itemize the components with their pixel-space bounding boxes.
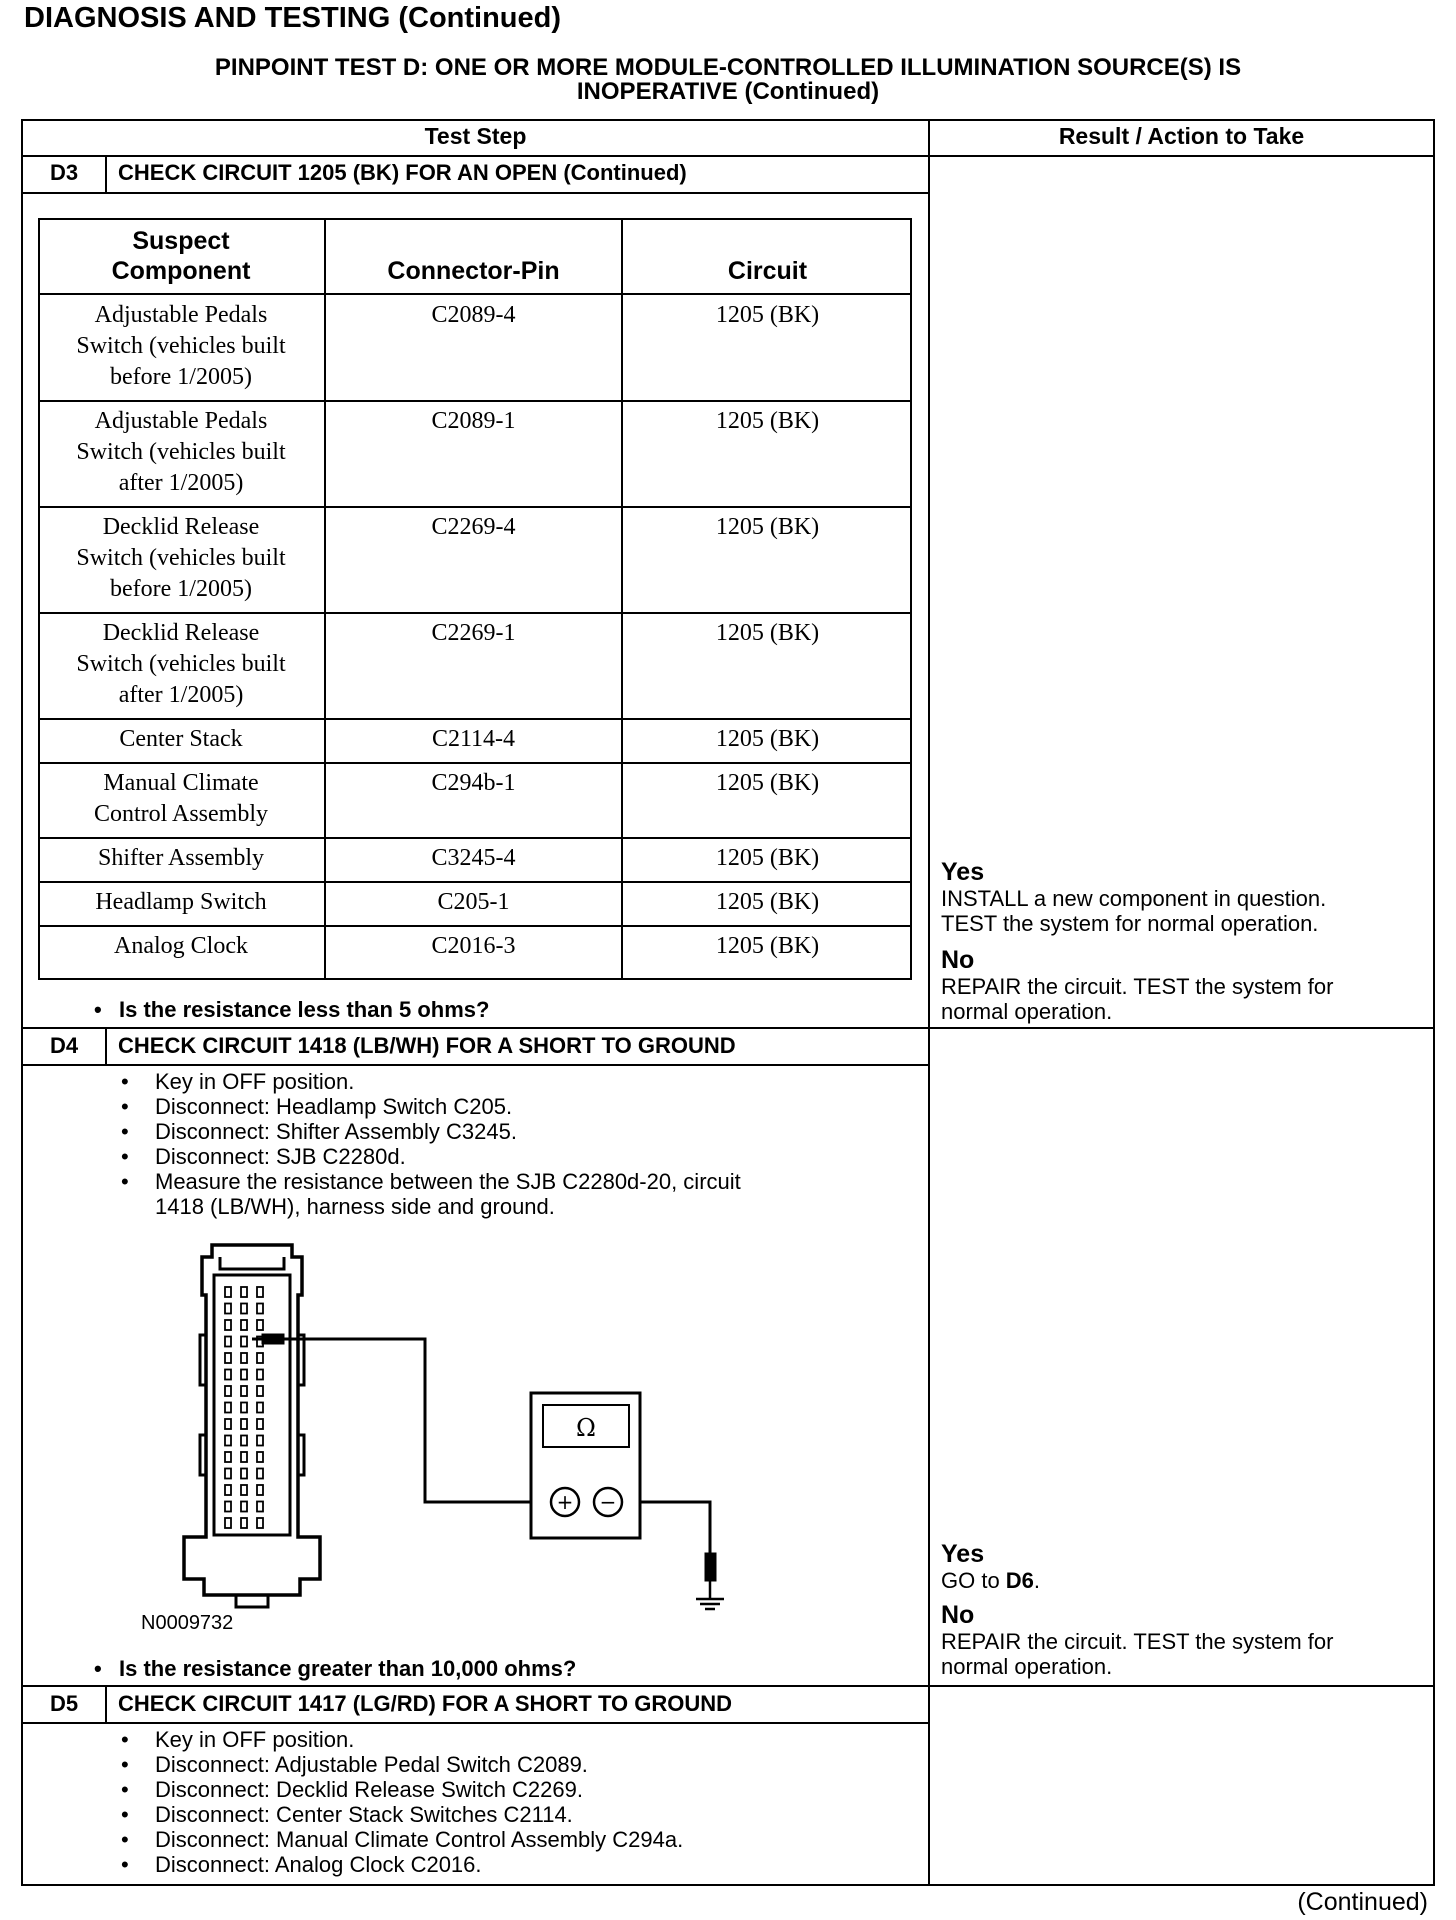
plus-symbol: +: [556, 1490, 574, 1514]
cell-circuit: 1205 (BK): [715, 620, 820, 646]
step-question-d3: [94, 997, 490, 1023]
pinpoint-test-title-line2: INOPERATIVE (Continued): [576, 78, 880, 105]
result-yes-label: Yes: [941, 858, 985, 886]
result-yes-line: TEST the system for normal operation.: [941, 911, 1319, 936]
step-id-divider: [105, 155, 107, 193]
cell-component-line: Switch (vehicles built: [76, 545, 286, 571]
table-header-component-line2: Component: [111, 257, 251, 285]
result-no-line: REPAIR the circuit. TEST the system for: [941, 1629, 1334, 1654]
cell-connector-pin: C2269-4: [431, 514, 516, 540]
result-yes-label: Yes: [941, 1540, 985, 1568]
cell-component: [38, 887, 324, 918]
page-title: DIAGNOSIS AND TESTING (Continued): [24, 2, 562, 34]
cell-connector-pin: C3245-4: [431, 845, 516, 871]
cell-component: [38, 768, 324, 830]
cell-component-line: Control Assembly: [93, 801, 268, 827]
result-no-line: normal operation.: [941, 1654, 1113, 1679]
step-title-d4: CHECK CIRCUIT 1418 (LB/WH) FOR A SHORT TO GROUND: [118, 1033, 736, 1058]
cell-component-line: Analog Clock: [114, 933, 248, 959]
table-header-component-line1: Suspect: [132, 227, 230, 255]
step-rule: [21, 1685, 1435, 1687]
cell-component-line: Switch (vehicles built: [76, 651, 286, 677]
instruction-item: • Disconnect: Analog Clock C2016.: [121, 1852, 482, 1877]
instruction-item: • Disconnect: Decklid Release Switch C2269.: [121, 1777, 583, 1802]
result-yes-line: INSTALL a new component in question.: [941, 886, 1327, 911]
cell-component: [38, 724, 324, 755]
table-header-circuit: Circuit: [727, 257, 808, 285]
result-d3: [941, 858, 1421, 1024]
step-title-rule: [21, 1064, 929, 1066]
question-text: Is the resistance greater than 10,000 ohms?: [119, 1656, 577, 1681]
cell-circuit: 1205 (BK): [715, 889, 820, 915]
cell-component-line: Adjustable Pedals: [94, 408, 268, 434]
cell-connector-pin: C2269-1: [431, 620, 516, 646]
question-text: Is the resistance less than 5 ohms?: [119, 997, 490, 1022]
step-question-d4: [94, 1656, 577, 1682]
cell-component-line: before 1/2005): [110, 576, 252, 602]
cell-component: [38, 931, 324, 962]
column-divider: [928, 119, 930, 1886]
instruction-item: • Key in OFF position.: [121, 1069, 355, 1094]
instruction-item: • Key in OFF position.: [121, 1727, 355, 1752]
cell-connector-pin: C294b-1: [431, 770, 516, 796]
ohmmeter-diagram: [180, 1235, 740, 1635]
table-row: [38, 838, 912, 882]
cell-component: [38, 512, 324, 605]
cell-circuit: 1205 (BK): [715, 845, 820, 871]
ohm-symbol: Ω: [576, 1414, 596, 1442]
table-row: [38, 926, 912, 970]
step-id-divider: [105, 1685, 107, 1723]
bullet: •: [94, 1656, 102, 1681]
column-header-test-step: Test Step: [424, 123, 527, 149]
header-rule: [21, 155, 1435, 157]
step-id-d3: D3: [49, 160, 79, 185]
instruction-item: • Measure the resistance between the SJB C2280d-20, circuit: [121, 1169, 741, 1194]
table-row: [38, 763, 912, 838]
cell-component-line: Decklid Release: [102, 620, 260, 646]
result-d4: [941, 1540, 1421, 1679]
step-id-d5: D5: [49, 1691, 79, 1716]
result-no-line: normal operation.: [941, 999, 1113, 1024]
cell-circuit: 1205 (BK): [715, 302, 820, 328]
cell-component: [38, 406, 324, 499]
table-row: [38, 719, 912, 763]
result-no-label: No: [941, 1601, 975, 1629]
instruction-item: • Disconnect: Adjustable Pedal Switch C2089.: [121, 1752, 588, 1777]
instruction-item: • Disconnect: Shifter Assembly C3245.: [121, 1119, 517, 1144]
cell-component-line: Manual Climate: [103, 770, 259, 796]
table-row: [38, 295, 912, 401]
instruction-item: • Disconnect: SJB C2280d.: [121, 1144, 406, 1169]
step-id-divider: [105, 1027, 107, 1065]
step-instructions-d4: [25, 1069, 925, 1219]
minus-symbol: −: [599, 1490, 617, 1514]
instruction-item: • Disconnect: Manual Climate Control Assembly C294a.: [121, 1827, 684, 1852]
instruction-item: • Disconnect: Headlamp Switch C205.: [121, 1094, 513, 1119]
cell-component-line: Adjustable Pedals: [94, 302, 268, 328]
column-header-result: Result / Action to Take: [1058, 123, 1305, 149]
step-title-rule: [21, 192, 929, 194]
result-no-line: REPAIR the circuit. TEST the system for: [941, 974, 1334, 999]
cell-circuit: 1205 (BK): [715, 726, 820, 752]
result-yes-line: GO to D6.: [941, 1568, 1041, 1593]
cell-component-line: after 1/2005): [118, 470, 244, 496]
step-instructions-d5: [25, 1727, 925, 1877]
test-lead-wire: [284, 1339, 710, 1555]
table-row: [38, 401, 912, 507]
cell-component: [38, 843, 324, 874]
cell-component-line: before 1/2005): [110, 364, 252, 390]
step-id-d4: D4: [49, 1033, 79, 1058]
go-to-step-link[interactable]: D6: [1005, 1568, 1034, 1593]
step-rule: [21, 1027, 1435, 1029]
cell-connector-pin: C2089-1: [431, 408, 516, 434]
bullet: •: [94, 997, 102, 1022]
result-no-label: No: [941, 946, 975, 974]
table-row: [38, 507, 912, 613]
ohmmeter-icon: [531, 1393, 640, 1538]
step-title-rule: [21, 1722, 929, 1724]
cell-component: [38, 300, 324, 393]
ground-icon: [696, 1553, 724, 1609]
table-row: [38, 613, 912, 719]
cell-circuit: 1205 (BK): [715, 408, 820, 434]
cell-component-line: Center Stack: [119, 726, 243, 752]
cell-connector-pin: C2016-3: [431, 933, 516, 959]
step-title-d3: CHECK CIRCUIT 1205 (BK) FOR AN OPEN (Continued): [118, 160, 687, 185]
cell-connector-pin: C205-1: [437, 889, 510, 915]
cell-component-line: after 1/2005): [118, 682, 244, 708]
pinpoint-test-title-line1: PINPOINT TEST D: ONE OR MORE MODULE-CONTROLLED ILLUMINATION SOURCE(S) IS: [214, 54, 1242, 81]
cell-component-line: Headlamp Switch: [95, 889, 267, 915]
table-header-connector: Connector-Pin: [387, 257, 560, 285]
step-title-d5: CHECK CIRCUIT 1417 (LG/RD) FOR A SHORT TO GROUND: [118, 1691, 732, 1716]
cell-connector-pin: C2114-4: [431, 726, 516, 752]
cell-component-line: Decklid Release: [102, 514, 260, 540]
table-row: [38, 882, 912, 926]
cell-circuit: 1205 (BK): [715, 514, 820, 540]
cell-connector-pin: C2089-4: [431, 302, 516, 328]
cell-component-line: Switch (vehicles built: [76, 439, 286, 465]
cell-component: [38, 618, 324, 711]
cell-component-line: Shifter Assembly: [98, 845, 264, 871]
table-header-component: [38, 226, 324, 286]
figure-id: N0009732: [141, 1612, 234, 1634]
suspect-component-table: [38, 218, 912, 980]
continued-footer: (Continued): [1297, 1888, 1428, 1916]
instruction-item: • Disconnect: Center Stack Switches C2114.: [121, 1802, 573, 1827]
cell-circuit: 1205 (BK): [715, 770, 820, 796]
cell-component-line: Switch (vehicles built: [76, 333, 286, 359]
cell-circuit: 1205 (BK): [715, 933, 820, 959]
instruction-item-continued: 1418 (LB/WH), harness side and ground.: [155, 1194, 555, 1219]
